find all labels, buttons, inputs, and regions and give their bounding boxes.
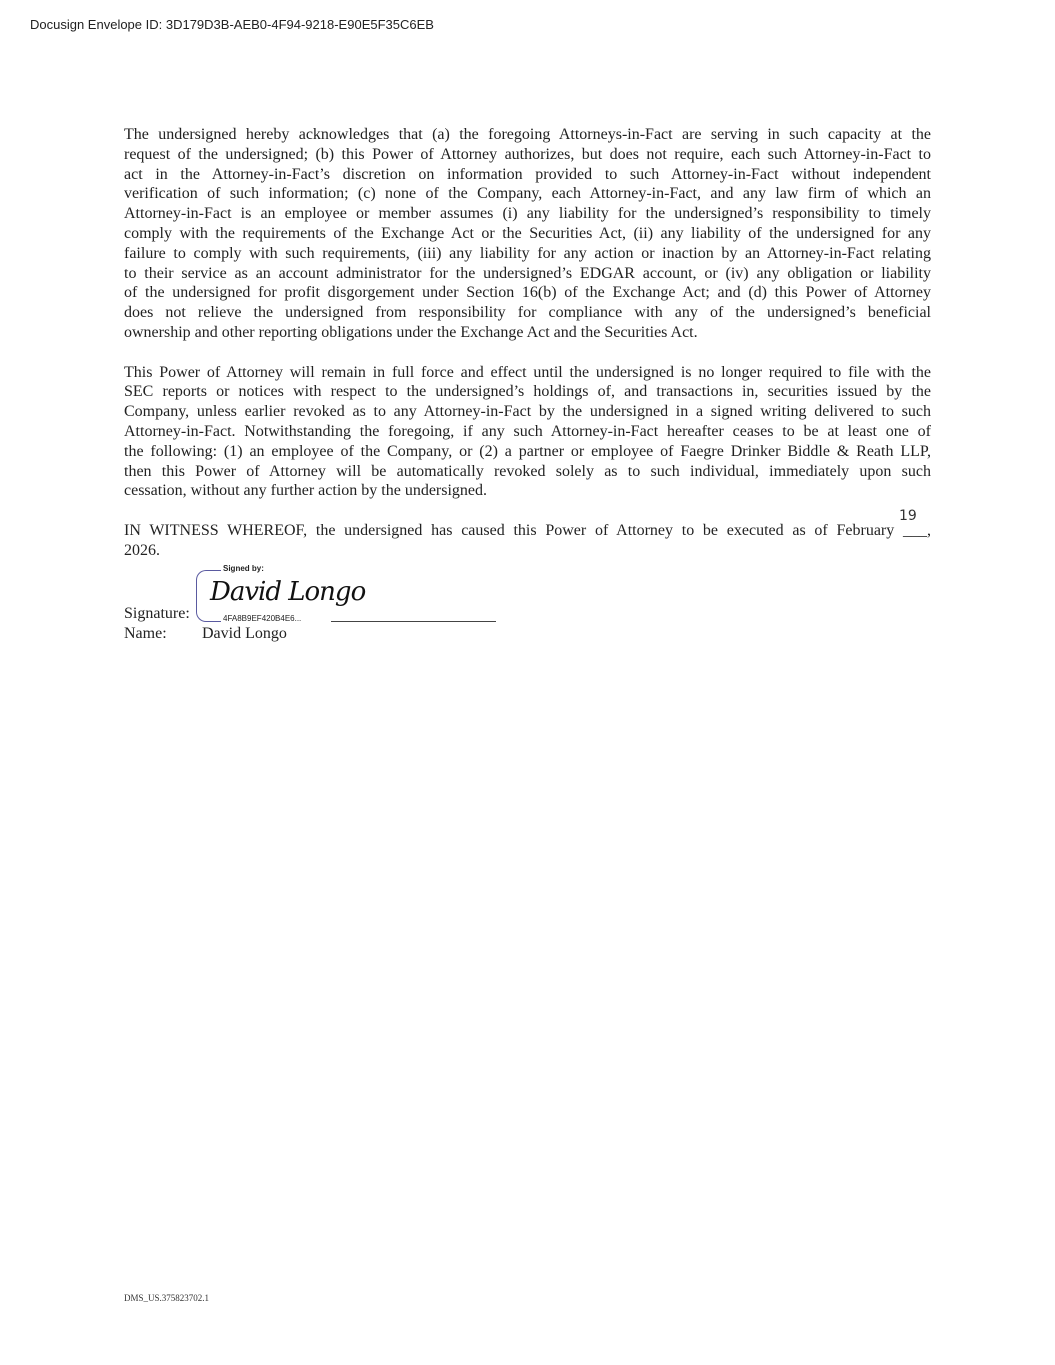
text-line: The undersigned hereby acknowledges that (a) the foregoing Attorneys-in-Fact are serving in such capacity at the — [124, 126, 931, 143]
envelope-id: Docusign Envelope ID: 3D179D3B-AEB0-4F94-9218-E90E5F35C6EB — [30, 17, 434, 32]
name-value: David Longo — [202, 625, 287, 642]
paragraph — [124, 363, 931, 502]
signature-hash: 4FA8B9EF420B4E6... — [223, 614, 302, 623]
signature-line — [331, 621, 496, 622]
paragraph — [124, 521, 931, 561]
text-line: Company, unless earlier revoked as to any Attorney-in-Fact by the undersigned in a signed writing delivered to such — [124, 403, 931, 421]
signature-block — [124, 563, 544, 653]
text-line: failure to comply with such requirements, (iii) any liability for any action or inaction by an Attorney-in-Fact relating — [124, 244, 931, 262]
text-line: verification of such information; (c) none of the Company, each Attorney-in-Fact, and any law firm of which an — [124, 185, 931, 203]
text-line: ownership and other reporting obligations under the Exchange Act and the Securities Act. — [124, 323, 698, 341]
text-line: request of the undersigned; (b) this Power of Attorney authorizes, but does not require, each such Attorney-in-Fact to — [124, 145, 931, 163]
text-line: Attorney-in-Fact. Notwithstanding the foregoing, if any such Attorney-in-Fact hereafter ceases to be at least one of — [124, 422, 931, 440]
text-line: Attorney-in-Fact is an employee or member assumes (i) any liability for the undersigned’s responsibility to timely — [124, 205, 931, 223]
text-line: IN WITNESS WHEREOF, the undersigned has caused this Power of Attorney to be executed as of February ___, — [124, 521, 931, 539]
text-line: of the undersigned for profit disgorgement under Section 16(b) of the Exchange Act; and (d) this Power of Attorney — [124, 284, 931, 302]
date-field[interactable]: 19 — [899, 508, 917, 524]
text-line: then this Power of Attorney will be automatically revoked solely as to such individual, immediately upon such — [124, 462, 931, 480]
text-line: This Power of Attorney will remain in full force and effect until the undersigned is no longer required to file with the — [124, 363, 931, 381]
name-label: Name: — [124, 625, 167, 642]
signed-by-label: Signed by: — [223, 564, 264, 573]
signature-label: Signature: — [124, 605, 190, 622]
text-line: to their service as an account administrator for the undersigned’s EDGAR account, or (iv) any obligation or liability — [124, 264, 931, 282]
text-line: does not relieve the undersigned from responsibility for compliance with any of the undersigned’s beneficial — [124, 304, 931, 322]
text-line: comply with the requirements of the Exchange Act or the Securities Act, (ii) any liability of the undersigned for any — [124, 224, 931, 242]
text-line: the following: (1) an employee of the Company, or (2) a partner or employee of Faegre Drinker Biddle & Reath LLP, — [124, 442, 931, 460]
text-line: act in the Attorney-in-Fact’s discretion on information provided to such Attorney-in-Fact without independent — [124, 165, 931, 183]
footer-doc-id: DMS_US.375823702.1 — [124, 1293, 210, 1303]
signature-image: David Longo — [210, 577, 366, 607]
text-line: 2026. — [124, 541, 160, 559]
document-body — [124, 125, 931, 580]
paragraph — [124, 125, 931, 343]
text-line: cessation, without any further action by the undersigned. — [124, 482, 488, 500]
text-line: SEC reports or notices with respect to the undersigned’s holdings of, and transactions in, securities issued by the — [124, 383, 931, 401]
